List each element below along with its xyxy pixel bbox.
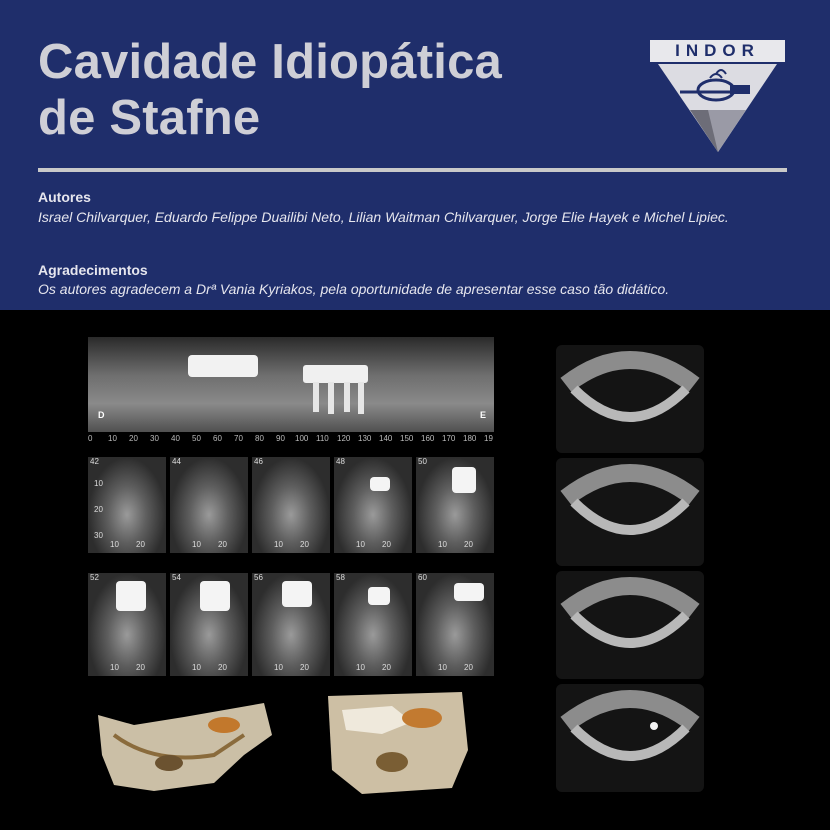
implant-crown (116, 581, 146, 611)
axial-slice-4-graphic (556, 684, 704, 792)
panoramic-marker-d: D (98, 410, 105, 420)
ruler-tick: 0 (88, 434, 93, 443)
implant-crown (200, 581, 230, 611)
section-number: 52 (90, 573, 99, 582)
section-number: 60 (418, 573, 427, 582)
cross-section-58 (334, 573, 412, 676)
panoramic-ruler (88, 432, 494, 450)
page-title (38, 34, 502, 146)
ruler-tick: 50 (192, 434, 201, 443)
implant-crown-right (303, 365, 368, 383)
implant-2 (328, 382, 334, 414)
ruler-tick: 80 (255, 434, 264, 443)
logo-text: INDOR (675, 41, 760, 60)
section-number: 50 (418, 457, 427, 466)
axial-slice-4 (556, 684, 704, 792)
h-tick: 10 (192, 663, 201, 672)
section-number: 58 (336, 573, 345, 582)
ruler-tick: 40 (171, 434, 180, 443)
ruler-tick: 140 (379, 434, 393, 443)
title-line-1: Cavidade Idiopática (38, 35, 502, 89)
v-tick: 10 (94, 479, 103, 488)
acknowledgements-text: Os autores agradecem a Drª Vania Kyriakos, pela oportunidade de apresentar esse caso tão didático. (38, 281, 670, 297)
authors-heading: Autores (38, 189, 91, 205)
h-tick: 20 (300, 663, 309, 672)
ruler-tick: 110 (316, 434, 329, 443)
axial-slice-2-graphic (556, 458, 704, 566)
h-tick: 10 (192, 540, 201, 549)
h-tick: 20 (382, 540, 391, 549)
axial-slice-2 (556, 458, 704, 566)
render-3d-right-graphic (322, 690, 472, 798)
ruler-tick: 100 (295, 434, 309, 443)
cross-section-50 (416, 457, 494, 553)
axial-slice-3-graphic (556, 571, 704, 679)
cross-section-44 (170, 457, 248, 553)
render-3d-left (94, 695, 274, 795)
acknowledgements-heading: Agradecimentos (38, 262, 148, 278)
section-number: 48 (336, 457, 345, 466)
axial-slice-3 (556, 571, 704, 679)
implant-crown (452, 467, 476, 493)
section-number: 42 (90, 457, 99, 466)
cross-section-48 (334, 457, 412, 553)
section-number: 44 (172, 457, 181, 466)
h-tick: 10 (356, 540, 365, 549)
h-tick: 10 (110, 540, 119, 549)
ruler-tick: 10 (108, 434, 117, 443)
implant-crown-left (188, 355, 258, 377)
panoramic-image (88, 337, 494, 432)
cross-section-56 (252, 573, 330, 676)
implant-crown (368, 587, 390, 605)
header-banner (0, 0, 830, 310)
axial-slice-1-graphic (556, 345, 704, 453)
ruler-tick: 150 (400, 434, 414, 443)
cross-section-42 (88, 457, 166, 553)
ruler-tick: 30 (150, 434, 159, 443)
cross-section-46 (252, 457, 330, 553)
title-divider (38, 168, 787, 172)
h-tick: 10 (274, 663, 283, 672)
ruler-tick: 160 (421, 434, 435, 443)
ruler-tick: 70 (234, 434, 243, 443)
h-tick: 20 (218, 540, 227, 549)
implant-crown (454, 583, 484, 601)
render-3d-right (322, 690, 472, 798)
implant-crown (370, 477, 390, 491)
implant-4 (358, 382, 364, 414)
h-tick: 20 (218, 663, 227, 672)
v-tick: 20 (94, 505, 103, 514)
h-tick: 10 (438, 540, 447, 549)
section-number: 46 (254, 457, 263, 466)
ruler-tick: 120 (337, 434, 351, 443)
ruler-tick: 90 (276, 434, 285, 443)
indor-logo (650, 40, 785, 155)
h-tick: 20 (136, 663, 145, 672)
render-3d-left-graphic (94, 695, 274, 795)
v-tick: 30 (94, 531, 103, 540)
h-tick: 20 (382, 663, 391, 672)
h-tick: 20 (464, 540, 473, 549)
ruler-tick: 170 (442, 434, 456, 443)
ruler-tick: 130 (358, 434, 372, 443)
cross-section-54 (170, 573, 248, 676)
implant-crown (282, 581, 312, 607)
cross-section-52 (88, 573, 166, 676)
h-tick: 10 (274, 540, 283, 549)
panoramic-marker-e: E (479, 410, 486, 420)
title-line-2: de Stafne (38, 91, 261, 145)
implant-1 (313, 382, 319, 412)
h-tick: 10 (356, 663, 365, 672)
h-tick: 10 (438, 663, 447, 672)
h-tick: 20 (300, 540, 309, 549)
h-tick: 10 (110, 663, 119, 672)
section-number: 56 (254, 573, 263, 582)
ruler-tick: 19 (484, 434, 493, 443)
axial-slice-1 (556, 345, 704, 453)
authors-text: Israel Chilvarquer, Eduardo Felippe Duailibi Neto, Lilian Waitman Chilvarquer, Jorge Elie Hayek e Michel Lipiec. (38, 209, 729, 225)
ruler-tick: 60 (213, 434, 222, 443)
ruler-tick: 180 (463, 434, 477, 443)
section-number: 54 (172, 573, 181, 582)
h-tick: 20 (136, 540, 145, 549)
implant-3 (344, 382, 350, 412)
cross-section-60 (416, 573, 494, 676)
ruler-tick: 20 (129, 434, 138, 443)
h-tick: 20 (464, 663, 473, 672)
